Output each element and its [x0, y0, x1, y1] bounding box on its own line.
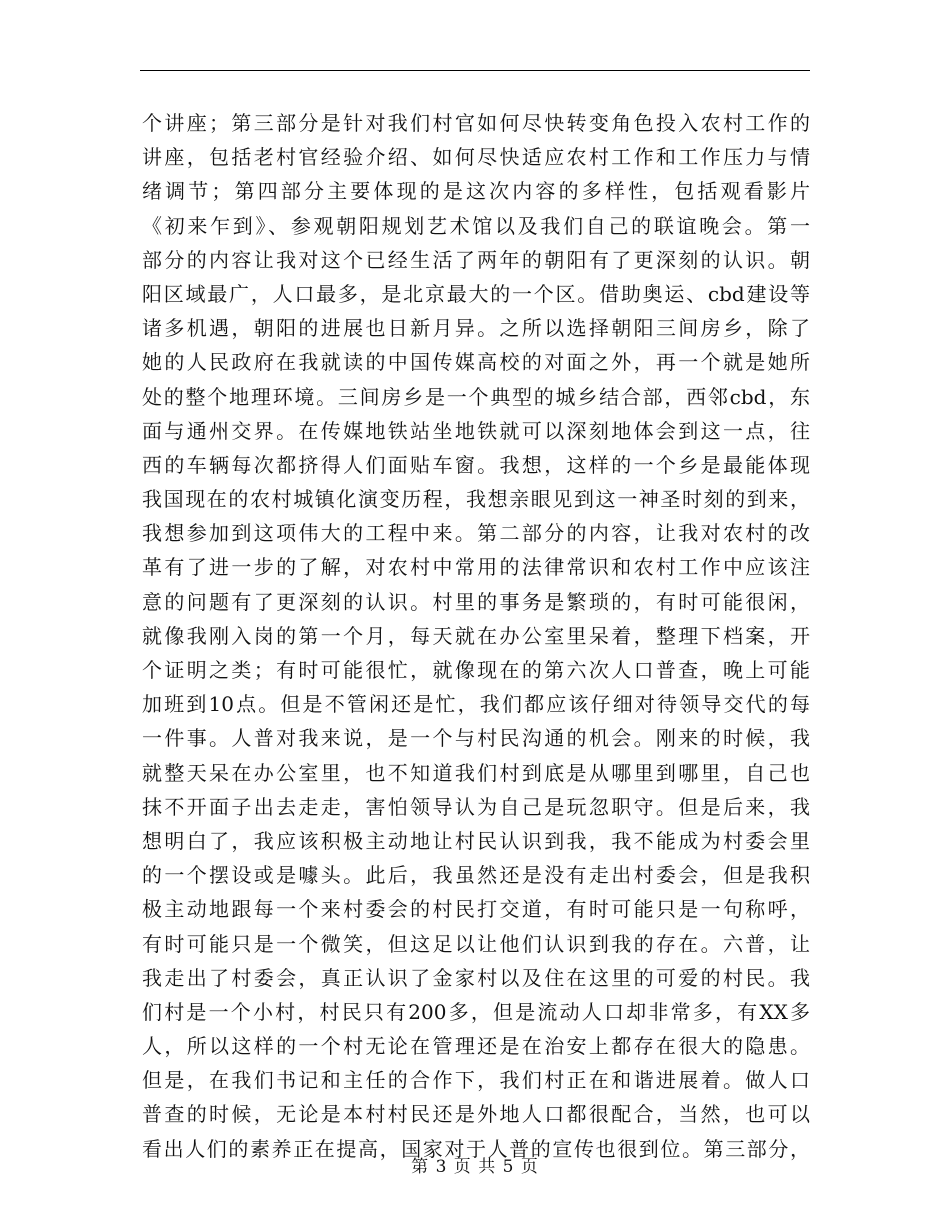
header-rule: [140, 70, 810, 71]
text-line: 个讲座；第三部分是针对我们村官如何尽快转变角色投入农村工作的: [142, 111, 810, 135]
text-line: 部分的内容让我对这个已经生活了两年的朝阳有了更深刻的认识。朝: [142, 247, 810, 272]
text-line: 她的人民政府在我就读的中国传媒高校的对面之外，再一个就是她所: [142, 350, 810, 375]
page-footer: 第 3 页 共 5 页: [411, 1157, 539, 1177]
text-line: 的一个摆设或是噱头。此后，我虽然还是没有走出村委会，但是我积: [142, 863, 810, 888]
text-line: 一件事。人普对我来说，是一个与村民沟通的机会。刚来的时候，我: [142, 726, 810, 751]
text-line: 但是，在我们书记和主任的合作下，我们村正在和谐进展着。做人口: [142, 1068, 810, 1093]
text-line: 人，所以这样的一个村无论在管理还是在治安上都存在很大的隐患。: [142, 1034, 810, 1059]
text-line: 《初来乍到》、参观朝阳规划艺术馆以及我们自己的联谊晚会。第一: [142, 213, 810, 238]
text-line: 西的车辆每次都挤得人们面贴车窗。我想，这样的一个乡是最能体现: [142, 452, 810, 477]
text-line: 有时可能只是一个微笑，但这足以让他们认识到我的存在。六普，让: [142, 931, 810, 956]
text-line: 就像我刚入岗的第一个月，每天就在办公室里呆着，整理下档案，开: [142, 623, 810, 648]
text-line: 我走出了村委会，真正认识了金家村以及住在这里的可爱的村民。我: [142, 965, 810, 990]
text-line: 我国现在的农村城镇化演变历程，我想亲眼见到这一神圣时刻的到来，: [142, 487, 810, 512]
text-line: 看出人们的素养正在提高，国家对于人普的宣传也很到位。第三部分，: [142, 1136, 810, 1161]
text-line: 处的整个地理环境。三间房乡是一个典型的城乡结合部，西邻cbd，东: [142, 384, 810, 409]
text-line: 极主动地跟每一个来村委会的村民打交道，有时可能只是一句称呼，: [142, 897, 810, 922]
text-line: 我想参加到这项伟大的工程中来。第二部分的内容，让我对农村的改: [142, 521, 810, 546]
text-line: 面与通州交界。在传媒地铁站坐地铁就可以深刻地体会到这一点，往: [142, 418, 810, 443]
text-line: 就整天呆在办公室里，也不知道我们村到底是从哪里到哪里，自己也: [142, 760, 810, 785]
text-line: 个证明之类；有时可能很忙，就像现在的第六次人口普查，晚上可能: [142, 658, 810, 682]
text-line: 绪调节；第四部分主要体现的是这次内容的多样性，包括观看影片: [142, 179, 810, 204]
text-line: 们村是一个小村，村民只有200多，但是流动人口却非常多，有XX多: [142, 999, 810, 1024]
text-line: 意的问题有了更深刻的认识。村里的事务是繁琐的，有时可能很闲，: [142, 589, 810, 614]
body-text: [142, 106, 810, 1166]
text-line: 阳区域最广，人口最多，是北京最大的一个区。借助奥运、cbd建设等: [142, 281, 810, 306]
text-line: 普查的时候，无论是本村村民还是外地人口都很配合，当然，也可以: [142, 1102, 810, 1127]
text-line: 讲座，包括老村官经验介绍、如何尽快适应农村工作和工作压力与情: [142, 145, 810, 170]
text-line: 诸多机遇，朝阳的进展也日新月异。之所以选择朝阳三间房乡，除了: [142, 316, 810, 341]
text-line: 想明白了，我应该积极主动地让村民认识到我，我不能成为村委会里: [142, 828, 810, 853]
text-line: 抹不开面子出去走走，害怕领导认为自己是玩忽职守。但是后来，我: [142, 794, 810, 819]
text-line: 革有了进一步的了解，对农村中常用的法律常识和农村工作中应该注: [142, 555, 810, 580]
text-line: 加班到10点。但是不管闲还是忙，我们都应该仔细对待领导交代的每: [142, 692, 810, 717]
